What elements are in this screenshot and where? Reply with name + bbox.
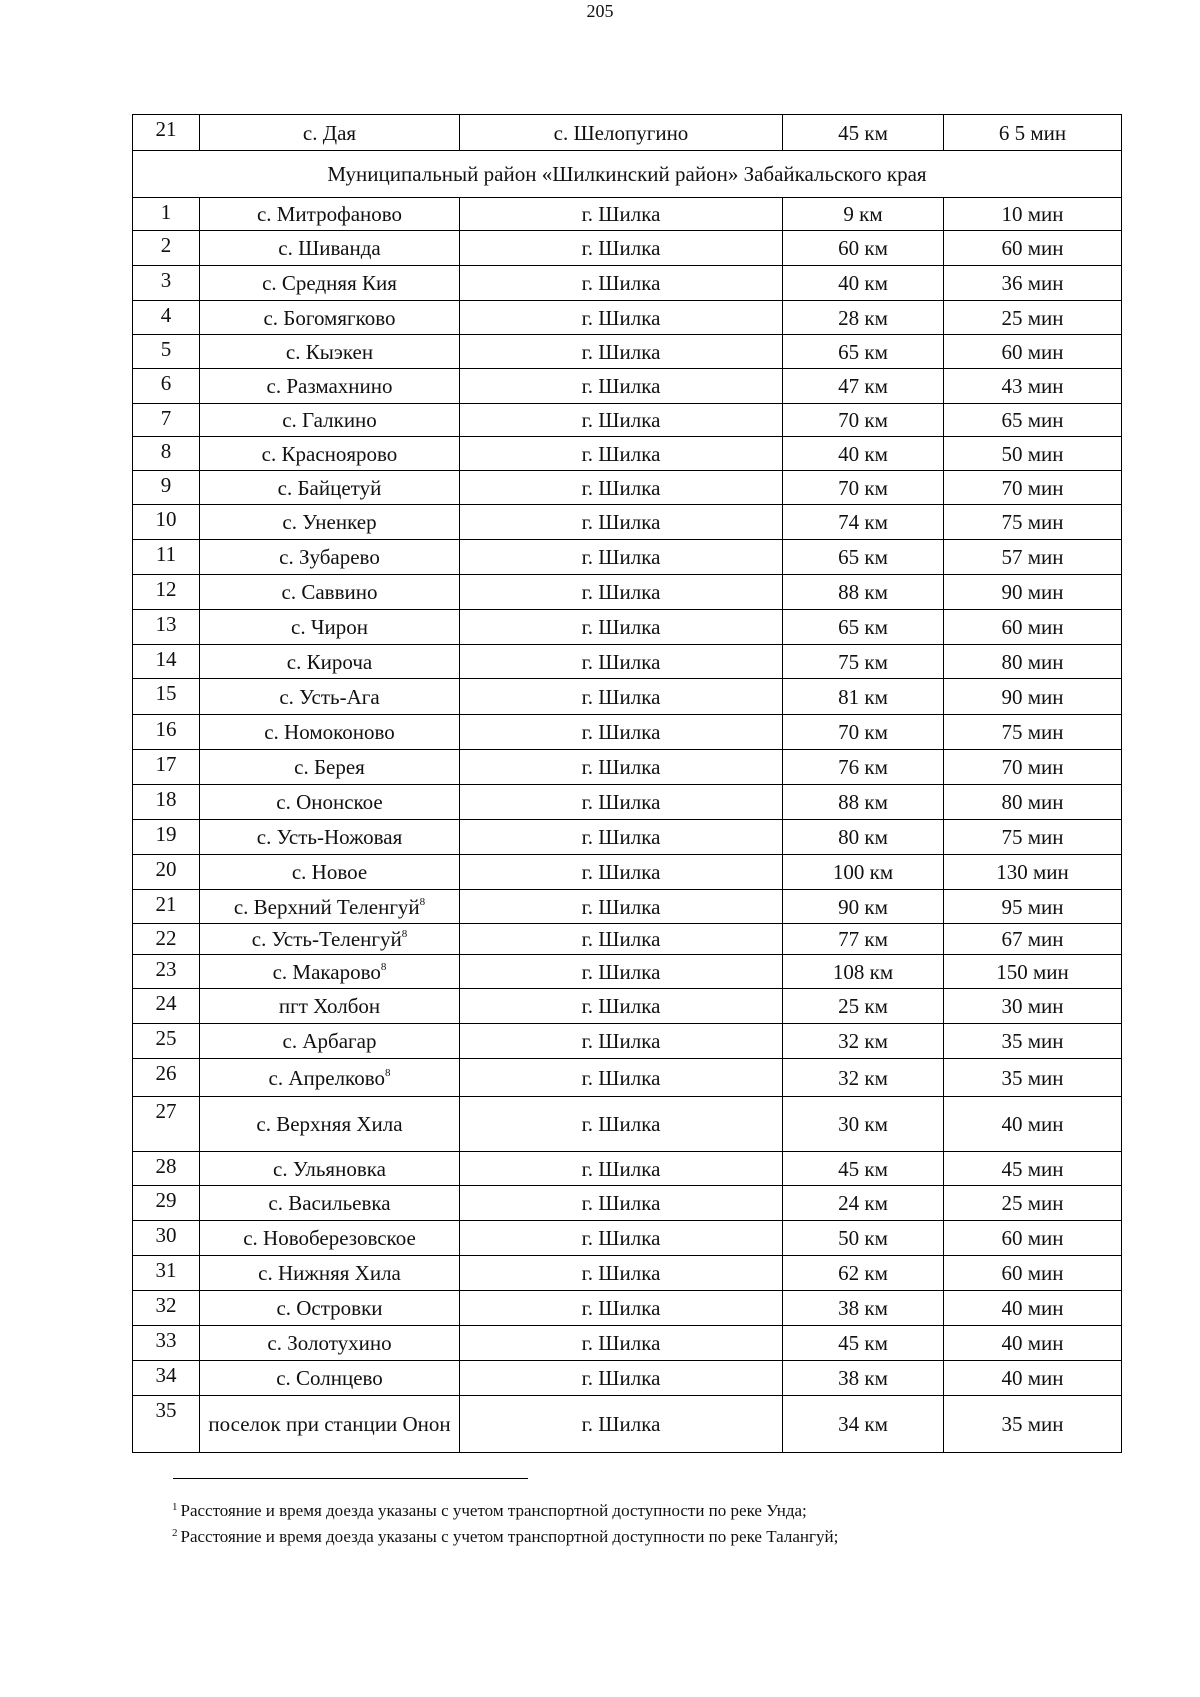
travel-time-cell: 90 мин <box>944 575 1122 610</box>
footnote-number: 2 <box>172 1527 178 1539</box>
origin-cell <box>200 750 460 785</box>
origin-name: с. Верхний Теленгуй <box>233 894 420 919</box>
distance-cell: 75 км <box>783 645 944 679</box>
destination-cell: г. Шилка <box>460 369 783 404</box>
footnote <box>172 1496 838 1522</box>
footnote-marker: 8 <box>419 895 426 908</box>
origin-cell <box>200 266 460 301</box>
distance-cell: 70 км <box>783 404 944 437</box>
distance-cell: 45 км <box>783 115 944 151</box>
origin-name: с. Макарово <box>272 959 381 984</box>
travel-time-cell: 65 мин <box>944 404 1122 437</box>
origin-cell <box>200 1024 460 1059</box>
distance-cell: 28 км <box>783 301 944 335</box>
origin-name: с. Арбагар <box>282 1029 377 1053</box>
travel-time-cell: 80 мин <box>944 645 1122 679</box>
origin-cell <box>200 1256 460 1291</box>
distance-cell: 88 км <box>783 575 944 610</box>
destination-cell: г. Шилка <box>460 1396 783 1453</box>
row-number: 26 <box>133 1059 200 1097</box>
distance-cell: 45 км <box>783 1326 944 1361</box>
origin-cell <box>200 404 460 437</box>
destination-cell: г. Шилка <box>460 855 783 890</box>
table-row <box>133 645 1122 679</box>
travel-time-cell: 40 мин <box>944 1361 1122 1396</box>
table-row <box>133 471 1122 505</box>
distance-cell: 77 км <box>783 924 944 955</box>
table-row <box>133 369 1122 404</box>
distance-cell: 47 км <box>783 369 944 404</box>
travel-time-cell: 95 мин <box>944 890 1122 924</box>
row-number: 22 <box>133 924 200 955</box>
table-row <box>133 575 1122 610</box>
origin-cell <box>200 820 460 855</box>
origin-cell <box>200 1326 460 1361</box>
table-row <box>133 785 1122 820</box>
table-row <box>133 335 1122 369</box>
origin-name: с. Чирон <box>291 615 368 639</box>
origin-cell <box>200 1361 460 1396</box>
footnote-number: 1 <box>172 1501 178 1513</box>
travel-time-cell: 90 мин <box>944 679 1122 715</box>
origin-name: с. Размахнино <box>266 374 393 398</box>
distance-table <box>132 114 1122 1453</box>
destination-cell: г. Шилка <box>460 1256 783 1291</box>
travel-time-cell: 60 мин <box>944 1256 1122 1291</box>
table-row <box>133 1024 1122 1059</box>
origin-name: с. Усть-Ага <box>279 684 380 709</box>
distance-cell: 40 км <box>783 266 944 301</box>
origin-name: с. Берея <box>294 755 365 779</box>
row-number: 8 <box>133 437 200 471</box>
travel-time-cell: 36 мин <box>944 266 1122 301</box>
distance-cell: 65 км <box>783 335 944 369</box>
row-number: 12 <box>133 575 200 610</box>
table-row <box>133 437 1122 471</box>
origin-cell <box>200 679 460 715</box>
table-row <box>133 1256 1122 1291</box>
row-number: 14 <box>133 645 200 679</box>
destination-cell: г. Шилка <box>460 924 783 955</box>
destination-cell: г. Шилка <box>460 785 783 820</box>
origin-name: с. Уненкер <box>282 510 377 534</box>
row-number: 18 <box>133 785 200 820</box>
table-row <box>133 404 1122 437</box>
origin-name: с. Галкино <box>282 408 377 432</box>
row-number: 3 <box>133 266 200 301</box>
origin-cell <box>200 369 460 404</box>
origin-cell <box>200 890 460 924</box>
table-row <box>133 855 1122 890</box>
origin-cell <box>200 437 460 471</box>
distance-cell: 38 км <box>783 1291 944 1326</box>
distance-cell: 70 км <box>783 471 944 505</box>
row-number: 9 <box>133 471 200 505</box>
travel-time-cell: 60 мин <box>944 231 1122 266</box>
origin-name: поселок при станции Онон <box>208 1412 451 1436</box>
table-row <box>133 1059 1122 1097</box>
row-number: 19 <box>133 820 200 855</box>
row-number: 35 <box>133 1396 200 1453</box>
row-number: 13 <box>133 610 200 645</box>
destination-cell: г. Шилка <box>460 820 783 855</box>
destination-cell: г. Шилка <box>460 266 783 301</box>
distance-cell: 81 км <box>783 679 944 715</box>
table-row <box>133 1221 1122 1256</box>
row-number: 11 <box>133 540 200 575</box>
travel-time-cell: 40 мин <box>944 1097 1122 1152</box>
row-number: 5 <box>133 335 200 369</box>
table-row <box>133 610 1122 645</box>
row-number: 24 <box>133 989 200 1024</box>
row-number: 7 <box>133 404 200 437</box>
destination-cell: г. Шилка <box>460 1291 783 1326</box>
row-number: 28 <box>133 1152 200 1186</box>
distance-cell: 65 км <box>783 610 944 645</box>
origin-name: с. Васильевка <box>268 1191 391 1215</box>
table-row <box>133 540 1122 575</box>
row-number: 32 <box>133 1291 200 1326</box>
origin-cell: с. Дая <box>200 115 460 151</box>
destination-cell: г. Шилка <box>460 750 783 785</box>
table-row <box>133 1326 1122 1361</box>
distance-cell: 76 км <box>783 750 944 785</box>
destination-cell: г. Шилка <box>460 1186 783 1221</box>
origin-name: с. Номоконово <box>264 720 395 744</box>
row-number: 15 <box>133 679 200 715</box>
travel-time-cell: 60 мин <box>944 1221 1122 1256</box>
destination-cell: г. Шилка <box>460 1361 783 1396</box>
table-row <box>133 115 1122 151</box>
table-body <box>133 115 1122 1453</box>
travel-time-cell: 35 мин <box>944 1024 1122 1059</box>
travel-time-cell: 80 мин <box>944 785 1122 820</box>
origin-name: с. Байцетуй <box>277 475 382 500</box>
destination-cell: г. Шилка <box>460 505 783 540</box>
footnote-text: Расстояние и время доезда указаны с учетом транспортной доступности по реке Талангуй; <box>180 1527 839 1546</box>
origin-name: с. Островки <box>276 1296 383 1320</box>
destination-cell: г. Шилка <box>460 1059 783 1097</box>
destination-cell: г. Шилка <box>460 1024 783 1059</box>
table-row <box>133 750 1122 785</box>
row-number: 21 <box>133 115 200 151</box>
row-number: 27 <box>133 1097 200 1152</box>
distance-cell: 34 км <box>783 1396 944 1453</box>
row-number: 2 <box>133 231 200 266</box>
distance-cell: 50 км <box>783 1221 944 1256</box>
table-row <box>133 679 1122 715</box>
origin-cell <box>200 1221 460 1256</box>
destination-cell: г. Шилка <box>460 989 783 1024</box>
origin-name: с. Верхняя Хила <box>256 1112 403 1136</box>
destination-cell: г. Шилка <box>460 610 783 645</box>
destination-cell: г. Шилка <box>460 715 783 750</box>
distance-cell: 100 км <box>783 855 944 890</box>
travel-time-cell: 60 мин <box>944 335 1122 369</box>
origin-cell <box>200 471 460 505</box>
distance-cell: 62 км <box>783 1256 944 1291</box>
origin-name: с. Краснoярово <box>261 441 398 466</box>
section-header-row <box>133 151 1122 198</box>
row-number: 21 <box>133 890 200 924</box>
travel-time-cell: 75 мин <box>944 505 1122 540</box>
origin-cell <box>200 1396 460 1453</box>
origin-name: с. Кыэкен <box>285 339 374 364</box>
origin-name: с. Саввино <box>281 580 378 604</box>
distance-cell: 25 км <box>783 989 944 1024</box>
travel-time-cell: 75 мин <box>944 715 1122 750</box>
destination-cell: г. Шилка <box>460 198 783 231</box>
origin-cell <box>200 1291 460 1326</box>
destination-cell: г. Шилка <box>460 645 783 679</box>
distance-cell: 38 км <box>783 1361 944 1396</box>
footnote-marker: 8 <box>401 928 408 940</box>
origin-name: с. Апрелково <box>268 1065 385 1090</box>
row-number: 10 <box>133 505 200 540</box>
row-number: 29 <box>133 1186 200 1221</box>
origin-name: с. Богомягково <box>263 305 396 330</box>
travel-time-cell: 43 мин <box>944 369 1122 404</box>
footnote-text: Расстояние и время доезда указаны с учетом транспортной доступности по реке Унда; <box>180 1501 807 1520</box>
table-row <box>133 505 1122 540</box>
table-row <box>133 890 1122 924</box>
destination-cell: г. Шилка <box>460 679 783 715</box>
page-number: 205 <box>586 1 614 21</box>
travel-time-cell: 75 мин <box>944 820 1122 855</box>
origin-name: с. Новое <box>291 860 368 884</box>
table-row <box>133 820 1122 855</box>
destination-cell: г. Шилка <box>460 1326 783 1361</box>
origin-cell <box>200 575 460 610</box>
origin-cell <box>200 924 460 955</box>
destination-cell: г. Шилка <box>460 471 783 505</box>
table-row <box>133 301 1122 335</box>
row-number: 17 <box>133 750 200 785</box>
footnote-marker: 8 <box>380 960 387 973</box>
distance-cell: 40 км <box>783 437 944 471</box>
row-number: 33 <box>133 1326 200 1361</box>
origin-cell <box>200 335 460 369</box>
destination-cell: г. Шилка <box>460 335 783 369</box>
origin-name: с. Золотухино <box>267 1331 392 1355</box>
distance-cell: 32 км <box>783 1059 944 1097</box>
distance-cell: 9 км <box>783 198 944 231</box>
table-row <box>133 989 1122 1024</box>
travel-time-cell: 50 мин <box>944 437 1122 471</box>
travel-time-cell: 6 5 мин <box>944 115 1122 151</box>
origin-cell <box>200 231 460 266</box>
distance-cell: 32 км <box>783 1024 944 1059</box>
travel-time-cell: 130 мин <box>944 855 1122 890</box>
destination-cell: г. Шилка <box>460 1221 783 1256</box>
origin-name: с. Усть-Ножовая <box>256 825 403 849</box>
travel-time-cell: 150 мин <box>944 955 1122 989</box>
destination-cell: г. Шилка <box>460 955 783 989</box>
origin-name: с. Кироча <box>286 649 373 674</box>
origin-cell <box>200 198 460 231</box>
origin-cell <box>200 989 460 1024</box>
travel-time-cell: 35 мин <box>944 1396 1122 1453</box>
destination-cell: г. Шилка <box>460 404 783 437</box>
distance-cell: 45 км <box>783 1152 944 1186</box>
origin-cell <box>200 1186 460 1221</box>
travel-time-cell: 67 мин <box>944 924 1122 955</box>
origin-cell <box>200 855 460 890</box>
travel-time-cell: 10 мин <box>944 198 1122 231</box>
table-row <box>133 1396 1122 1453</box>
travel-time-cell: 70 мин <box>944 471 1122 505</box>
distance-cell: 60 км <box>783 231 944 266</box>
origin-name: с. Митрофаново <box>256 202 403 226</box>
travel-time-cell: 40 мин <box>944 1326 1122 1361</box>
travel-time-cell: 25 мин <box>944 1186 1122 1221</box>
distance-cell: 88 км <box>783 785 944 820</box>
origin-name: с. Нижняя Хила <box>258 1261 401 1285</box>
origin-cell <box>200 505 460 540</box>
travel-time-cell: 30 мин <box>944 989 1122 1024</box>
table-row <box>133 955 1122 989</box>
destination-cell: г. Шилка <box>460 437 783 471</box>
origin-cell <box>200 1152 460 1186</box>
origin-name: с. Шиванда <box>278 236 381 260</box>
distance-cell: 80 км <box>783 820 944 855</box>
distance-cell: 30 км <box>783 1097 944 1152</box>
footnote <box>172 1522 838 1548</box>
row-number: 25 <box>133 1024 200 1059</box>
row-number: 16 <box>133 715 200 750</box>
destination-cell: с. Шелопугино <box>460 115 783 151</box>
origin-cell <box>200 955 460 989</box>
origin-name: с. Ульяновка <box>273 1156 386 1181</box>
table-row <box>133 1361 1122 1396</box>
origin-name: с. Зубарево <box>279 545 380 569</box>
destination-cell: г. Шилка <box>460 890 783 924</box>
row-number: 20 <box>133 855 200 890</box>
origin-cell <box>200 301 460 335</box>
footnotes <box>172 1496 838 1548</box>
table-row <box>133 231 1122 266</box>
origin-cell <box>200 540 460 575</box>
destination-cell: г. Шилка <box>460 575 783 610</box>
origin-cell <box>200 1097 460 1152</box>
destination-cell: г. Шилка <box>460 231 783 266</box>
distance-cell: 65 км <box>783 540 944 575</box>
destination-cell: г. Шилка <box>460 301 783 335</box>
row-number: 6 <box>133 369 200 404</box>
distance-cell: 24 км <box>783 1186 944 1221</box>
travel-time-cell: 45 мин <box>944 1152 1122 1186</box>
table-row <box>133 266 1122 301</box>
travel-time-cell: 60 мин <box>944 610 1122 645</box>
origin-cell <box>200 610 460 645</box>
origin-name: с. Ононское <box>276 790 383 814</box>
origin-cell <box>200 1059 460 1097</box>
footnote-marker: 8 <box>384 1066 391 1079</box>
origin-name: с. Новоберезовское <box>243 1226 416 1250</box>
origin-cell <box>200 785 460 820</box>
table-row <box>133 1097 1122 1152</box>
origin-cell <box>200 715 460 750</box>
table-row <box>133 198 1122 231</box>
table-row <box>133 1152 1122 1186</box>
origin-cell <box>200 645 460 679</box>
travel-time-cell: 40 мин <box>944 1291 1122 1326</box>
origin-name: с. Солнцево <box>276 1366 383 1390</box>
row-number: 1 <box>133 198 200 231</box>
row-number: 31 <box>133 1256 200 1291</box>
destination-cell: г. Шилка <box>460 540 783 575</box>
distance-cell: 74 км <box>783 505 944 540</box>
table-row <box>133 1291 1122 1326</box>
distance-cell: 70 км <box>783 715 944 750</box>
destination-cell: г. Шилка <box>460 1152 783 1186</box>
row-number: 4 <box>133 301 200 335</box>
section-title: Муниципальный район «Шилкинский район» Забайкальского края <box>133 151 1122 198</box>
origin-name: пгт Холбон <box>278 994 381 1018</box>
table-row <box>133 924 1122 955</box>
row-number: 34 <box>133 1361 200 1396</box>
travel-time-cell: 35 мин <box>944 1059 1122 1097</box>
travel-time-cell: 57 мин <box>944 540 1122 575</box>
travel-time-cell: 25 мин <box>944 301 1122 335</box>
table-row <box>133 715 1122 750</box>
distance-cell: 108 км <box>783 955 944 989</box>
origin-name: с. Усть-Теленгуй <box>251 927 402 951</box>
travel-time-cell: 70 мин <box>944 750 1122 785</box>
row-number: 30 <box>133 1221 200 1256</box>
destination-cell: г. Шилка <box>460 1097 783 1152</box>
row-number: 23 <box>133 955 200 989</box>
distance-cell: 90 км <box>783 890 944 924</box>
origin-name: с. Средняя Кия <box>262 271 397 295</box>
footnote-divider <box>173 1478 528 1479</box>
table-row <box>133 1186 1122 1221</box>
